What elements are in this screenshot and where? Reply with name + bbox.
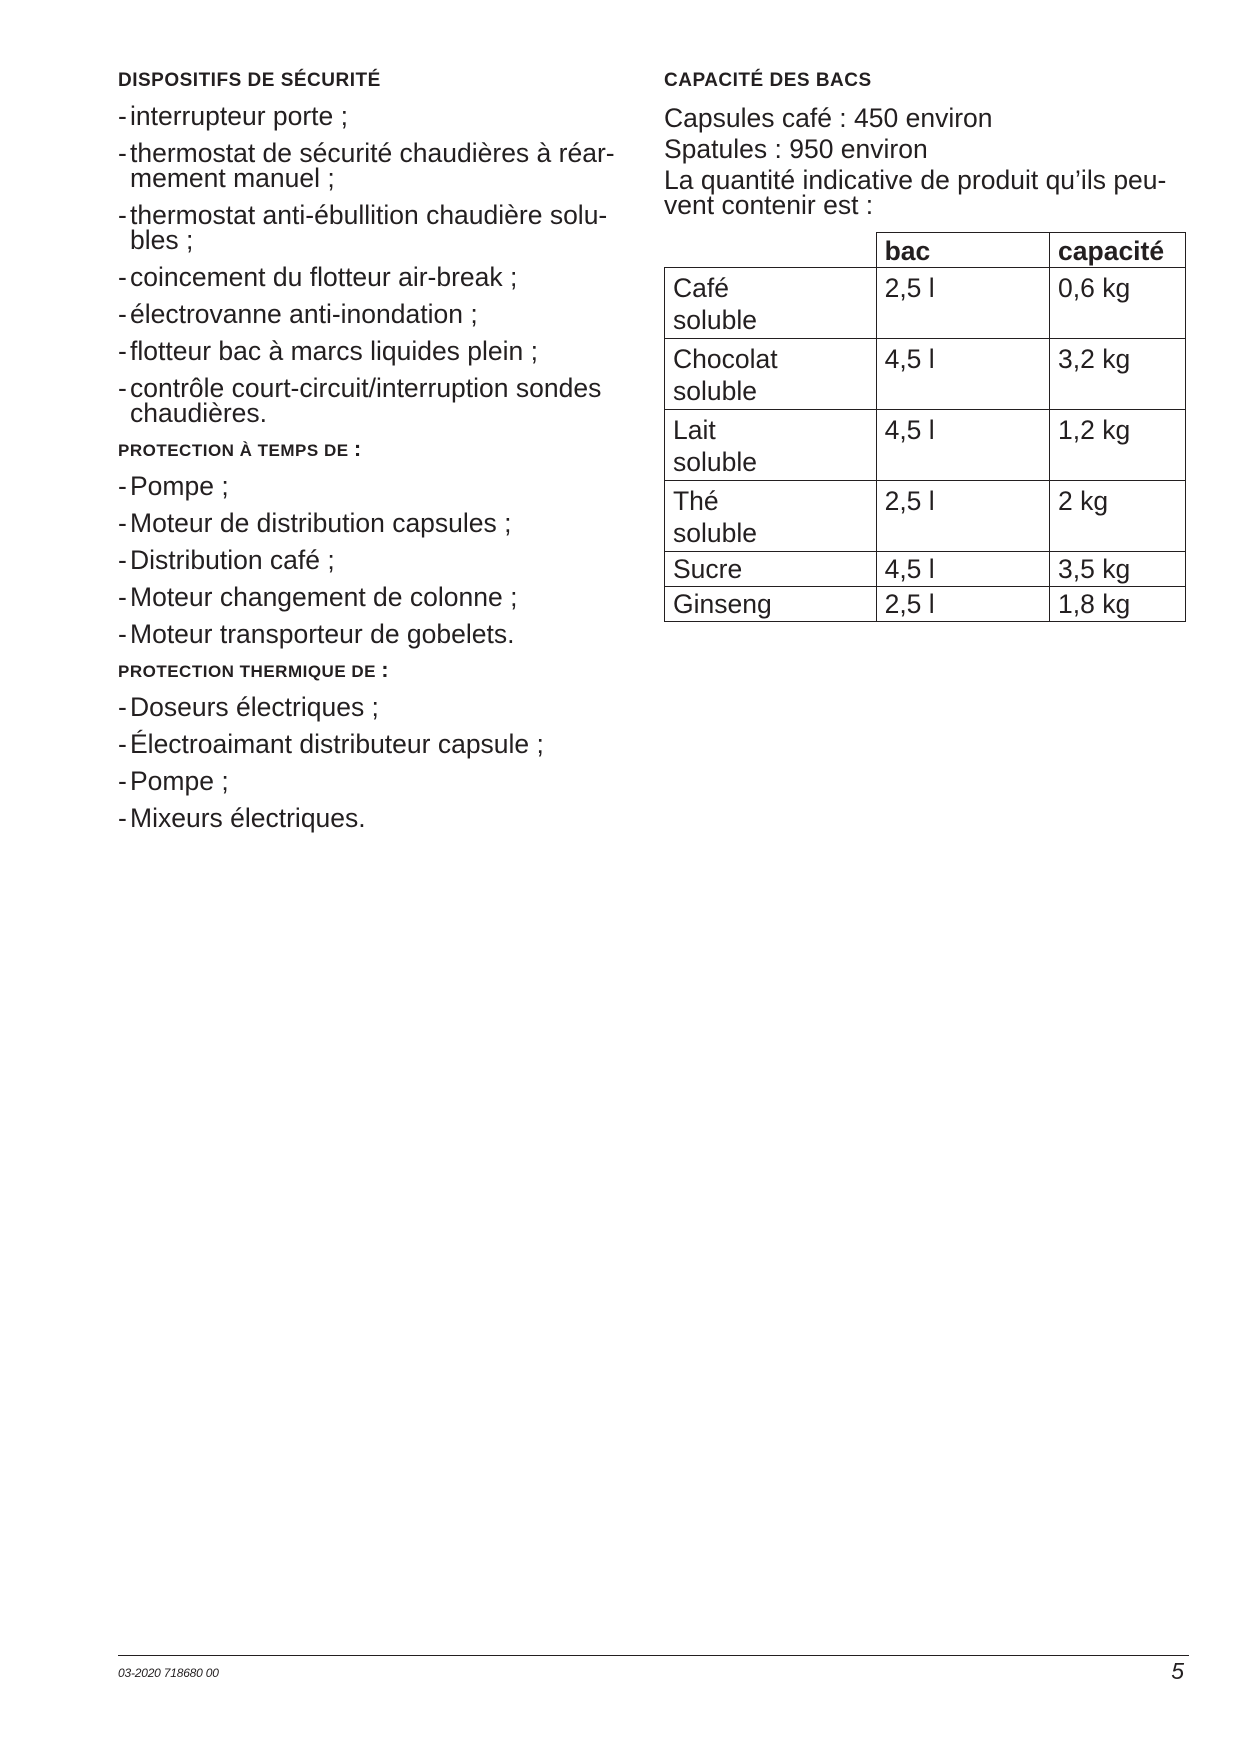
spatules-line: Spatules : 950 environ <box>664 134 928 164</box>
heading-colon: : <box>381 657 390 682</box>
security-list <box>118 101 628 428</box>
table-cell-bac: 2,5 l <box>876 268 1049 339</box>
table-cell-product: Ginseng <box>665 587 877 622</box>
table-row <box>665 552 1186 587</box>
table-cell-product: Lait soluble <box>665 410 877 481</box>
table-cell-bac: 4,5 l <box>876 410 1049 481</box>
time-protection-heading-text: PROTECTION À TEMPS DE <box>118 441 349 460</box>
list-item: - Pompe ; <box>118 474 628 499</box>
table-row <box>665 339 1186 410</box>
list-item: - Moteur de distribution capsules ; <box>118 511 628 536</box>
table-cell-product: Café soluble <box>665 268 877 339</box>
time-protection-list <box>118 471 628 649</box>
table-row <box>665 268 1186 339</box>
list-item: - Pompe ; <box>118 769 628 794</box>
table-cell-bac: 4,5 l <box>876 339 1049 410</box>
table-cell-bac: 4,5 l <box>876 552 1049 587</box>
capsules-line: Capsules café : 450 environ <box>664 103 993 133</box>
list-item: - flotteur bac à marcs liquides plein ; <box>118 339 628 364</box>
security-heading: DISPOSITIFS DE SÉCURITÉ <box>118 70 381 91</box>
list-item: - thermostat de sécurité chaudières à réar- mement manuel ; <box>118 141 628 191</box>
list-item: - électrovanne anti-inondation ; <box>118 302 628 327</box>
table-cell-capacite: 2 kg <box>1050 481 1186 552</box>
table-cell-capacite: 0,6 kg <box>1050 268 1186 339</box>
table-cell-bac: 2,5 l <box>876 481 1049 552</box>
capacity-table <box>664 232 1186 622</box>
list-item: - Doseurs électriques ; <box>118 695 628 720</box>
table-row <box>665 587 1186 622</box>
list-item: - Mixeurs électriques. <box>118 806 628 831</box>
thermal-protection-heading <box>118 659 628 683</box>
thermal-protection-heading-text: PROTECTION THERMIQUE DE <box>118 662 377 681</box>
list-item: - coincement du flotteur air-break ; <box>118 265 628 290</box>
table-header-capacite: capacité <box>1050 233 1186 268</box>
table-header-empty <box>665 233 877 268</box>
table-cell-product: Sucre <box>665 552 877 587</box>
table-header-bac: bac <box>876 233 1049 268</box>
list-item: - Moteur changement de colonne ; <box>118 585 628 610</box>
document-reference: 03-2020 718680 00 <box>118 1666 219 1680</box>
list-item: - Moteur transporteur de gobelets. <box>118 622 628 647</box>
table-cell-bac: 2,5 l <box>876 587 1049 622</box>
list-item: - thermostat anti-ébullition chaudière solu- bles ; <box>118 203 628 253</box>
heading-colon: : <box>353 436 362 461</box>
table-cell-product: Chocolat soluble <box>665 339 877 410</box>
list-item: - interrupteur porte ; <box>118 104 628 129</box>
list-item: - Électroaimant distributeur capsule ; <box>118 732 628 757</box>
footer-divider <box>118 1655 1189 1656</box>
capacity-intro: La quantité indicative de produit qu’ils peu- vent contenir est : <box>664 165 1167 220</box>
thermal-protection-list <box>118 692 628 833</box>
list-item: - Distribution café ; <box>118 548 628 573</box>
table-cell-capacite: 3,5 kg <box>1050 552 1186 587</box>
table-cell-capacite: 1,2 kg <box>1050 410 1186 481</box>
table-header-row <box>665 233 1186 268</box>
list-item: - contrôle court-circuit/interruption sondes chaudières. <box>118 376 628 426</box>
table-cell-capacite: 3,2 kg <box>1050 339 1186 410</box>
right-column <box>664 70 1189 619</box>
left-column <box>118 70 628 831</box>
time-protection-heading <box>118 438 628 462</box>
table-cell-product: Thé soluble <box>665 481 877 552</box>
table-row <box>665 410 1186 481</box>
capacity-heading: CAPACITÉ DES BACS <box>664 70 872 91</box>
page-number: 5 <box>1171 1658 1184 1684</box>
table-row <box>665 481 1186 552</box>
table-cell-capacite: 1,8 kg <box>1050 587 1186 622</box>
